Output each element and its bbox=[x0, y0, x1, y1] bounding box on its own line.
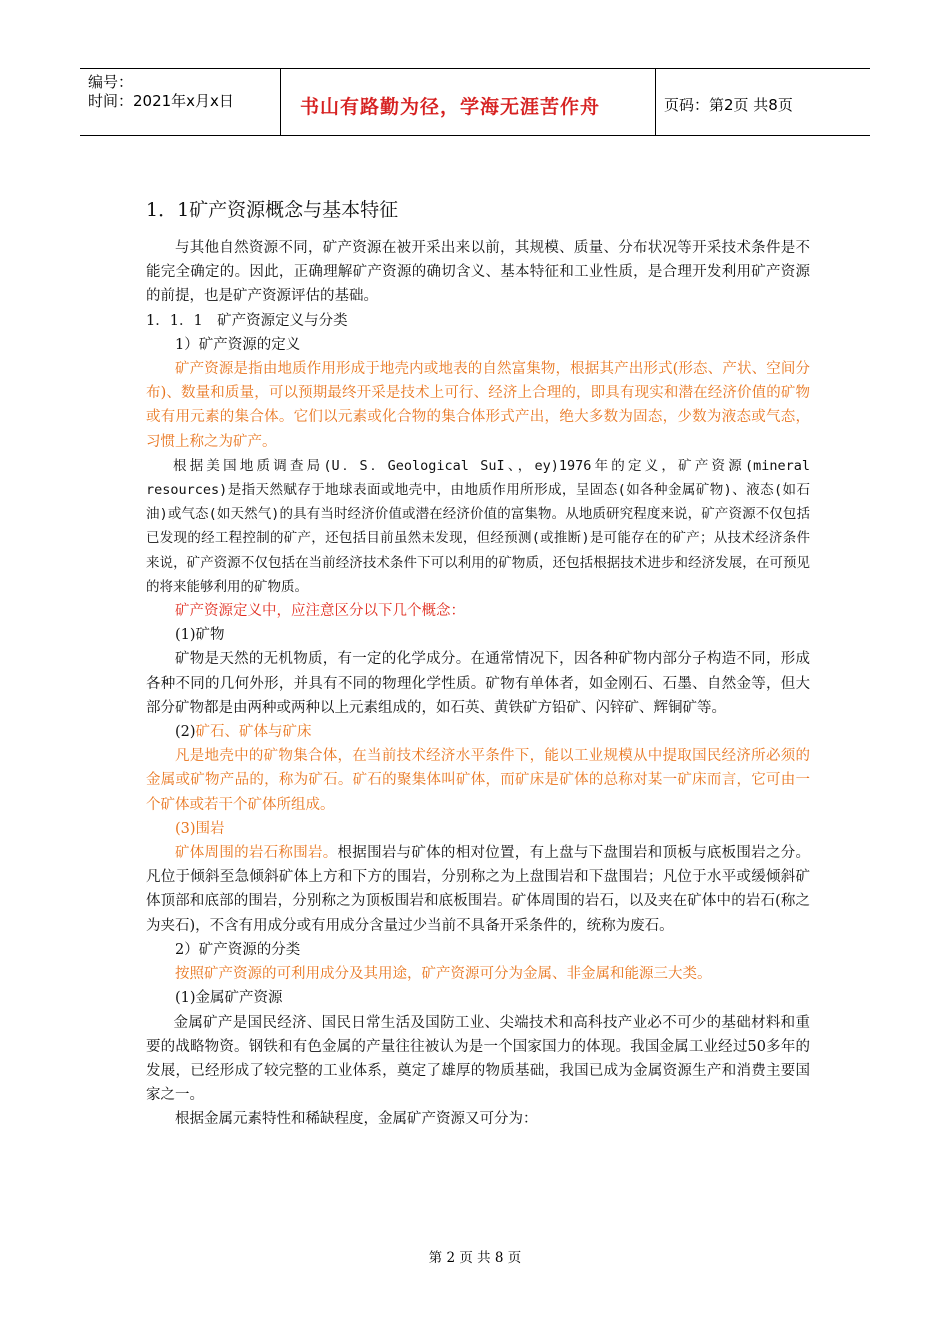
header-rule-bottom bbox=[80, 135, 870, 136]
concepts-note: 矿产资源定义中，应注意区分以下几个概念： bbox=[175, 603, 465, 620]
header-divider-left bbox=[280, 68, 281, 135]
sub-heading: 1．1．1 矿产资源定义与分类 bbox=[146, 312, 348, 329]
header-rule-top bbox=[80, 68, 870, 69]
usgs-paragraph: 根据美国地质调查局(U．S．Geological SuI、，ey)1976年的定义，矿产资源(mineral resources)是指天然赋存于地球表面或地壳中，由地质作用所形成，呈固态(如各种金属矿物)、液态(如石油)或气态(如天然气)的具有当时经济价值或潜在经济价值的富集物。从地质研究程度来说，矿产资源不仅包括已发现的经工程控制的矿产，还包括目前虽然未发现，但经预测(或推断)是可能存在的矿产；从技术经济条件来说，矿产资源不仅包括在当前经济技术条件下可以利用的矿物质，还包括根据技术进步和经济发展，在可预见的将来能够利用的矿物质。 bbox=[146, 457, 810, 595]
classification-paragraph: 按照矿产资源的可利用成分及其用途，矿产资源可分为金属、非金属和能源三大类。 bbox=[175, 966, 712, 983]
mineral-paragraph: 矿物是天然的无机物质，有一定的化学成分。在通常情况下，因各种矿物内部分子构造不同，形成各种不同的几何外形，并具有不同的物理化学性质。矿物有单体者，如金刚石、石墨、自然金等，但大部分矿物都是由两种或两种以上元素组成的，如石英、黄铁矿方铅矿、闪锌矿、辉铜矿等。 bbox=[146, 651, 810, 716]
wall-rock-rest: 根据围岩与矿体的相对位置，有上盘与下盘围岩和顶板与底板围岩之分。凡位于倾斜至急倾斜矿体上方和下方的围岩，分别称之为上盘围岩和下盘围岩；凡位于水平或缓倾斜矿体顶部和底部的围岩，分别称之为顶板围岩和底板围岩。矿体周围的岩石，以及夹在矿体中的岩石(称之为夹石)，不含有用成分或有用成分含量过少当前不具备开采条件的，统称为废石。 bbox=[146, 845, 811, 934]
metal-paragraph: 金属矿产是国民经济、国民日常生活及国防工业、尖端技术和高科技产业必不可少的基础材料和重要的战略物资。钢铁和有色金属的产量往往被认为是一个国家国力的体现。我国金属工业经过50多年的发展，已经形成了较完整的工业体系，奠定了雄厚的物质基础，我国已成为金属资源生产和消费主要国家之一。 bbox=[146, 1014, 810, 1104]
section-title: 1．1矿产资源概念与基本特征 bbox=[146, 199, 399, 221]
metal-subtypes-intro: 根据金属元素特性和稀缺程度，金属矿产资源又可分为： bbox=[175, 1111, 538, 1128]
item-definition-heading: 1）矿产资源的定义 bbox=[175, 336, 301, 353]
header-time-label: 时间：2021年x月x日 bbox=[88, 92, 234, 110]
ore-paragraph: 凡是地壳中的矿物集合体，在当前技术经济水平条件下，能以工业规模从中提取国民经济所必须的金属或矿物产品的，称为矿石。矿石的聚集体叫矿体，而矿床是矿体的总称对某一矿床而言，它可由一个矿体或若干个矿体所组成。 bbox=[146, 748, 810, 813]
page-footer: 第 2 页 共 8 页 bbox=[428, 1250, 522, 1266]
item-mineral-heading: (1)矿物 bbox=[175, 627, 225, 644]
header-number-label: 编号： bbox=[88, 73, 134, 91]
intro-paragraph: 与其他自然资源不同，矿产资源在被开采出来以前，其规模、质量、分布状况等开采技术条件是不能完全确定的。因此，正确理解矿产资源的确切含义、基本特征和工业性质，是合理开发利用矿产资源的前提，也是矿产资源评估的基础。 bbox=[146, 240, 810, 305]
item-classification-heading: 2）矿产资源的分类 bbox=[175, 941, 301, 958]
header-divider-right bbox=[655, 68, 656, 135]
item-ore-prefix: (2) bbox=[175, 724, 196, 741]
item-wall-rock-heading: (3)围岩 bbox=[175, 820, 225, 837]
item-ore-heading bbox=[146, 720, 810, 744]
document-body bbox=[146, 196, 810, 1132]
wall-rock-paragraph bbox=[146, 841, 810, 938]
wall-rock-lead: 矿体周围的岩石称围岩。 bbox=[175, 845, 338, 862]
item-ore-label: 矿石、矿体与矿床 bbox=[195, 724, 312, 741]
header-page-label: 页码：第2页 共8页 bbox=[664, 96, 793, 114]
header-motto: 书山有路勤为径，学海无涯苦作舟 bbox=[300, 96, 601, 118]
definition-paragraph: 矿产资源是指由地质作用形成于地壳内或地表的自然富集物，根据其产出形式(形态、产状、空间分布)、数量和质量，可以预期最终开采是技术上可行、经济上合理的，即具有现实和潜在经济价值的矿物或有用元素的集合体。它们以元素或化合物的集合体形式产出，绝大多数为固态，少数为液态或气态，习惯上称之为矿产。 bbox=[146, 361, 810, 450]
item-metal-heading: (1)金属矿产资源 bbox=[175, 990, 283, 1007]
